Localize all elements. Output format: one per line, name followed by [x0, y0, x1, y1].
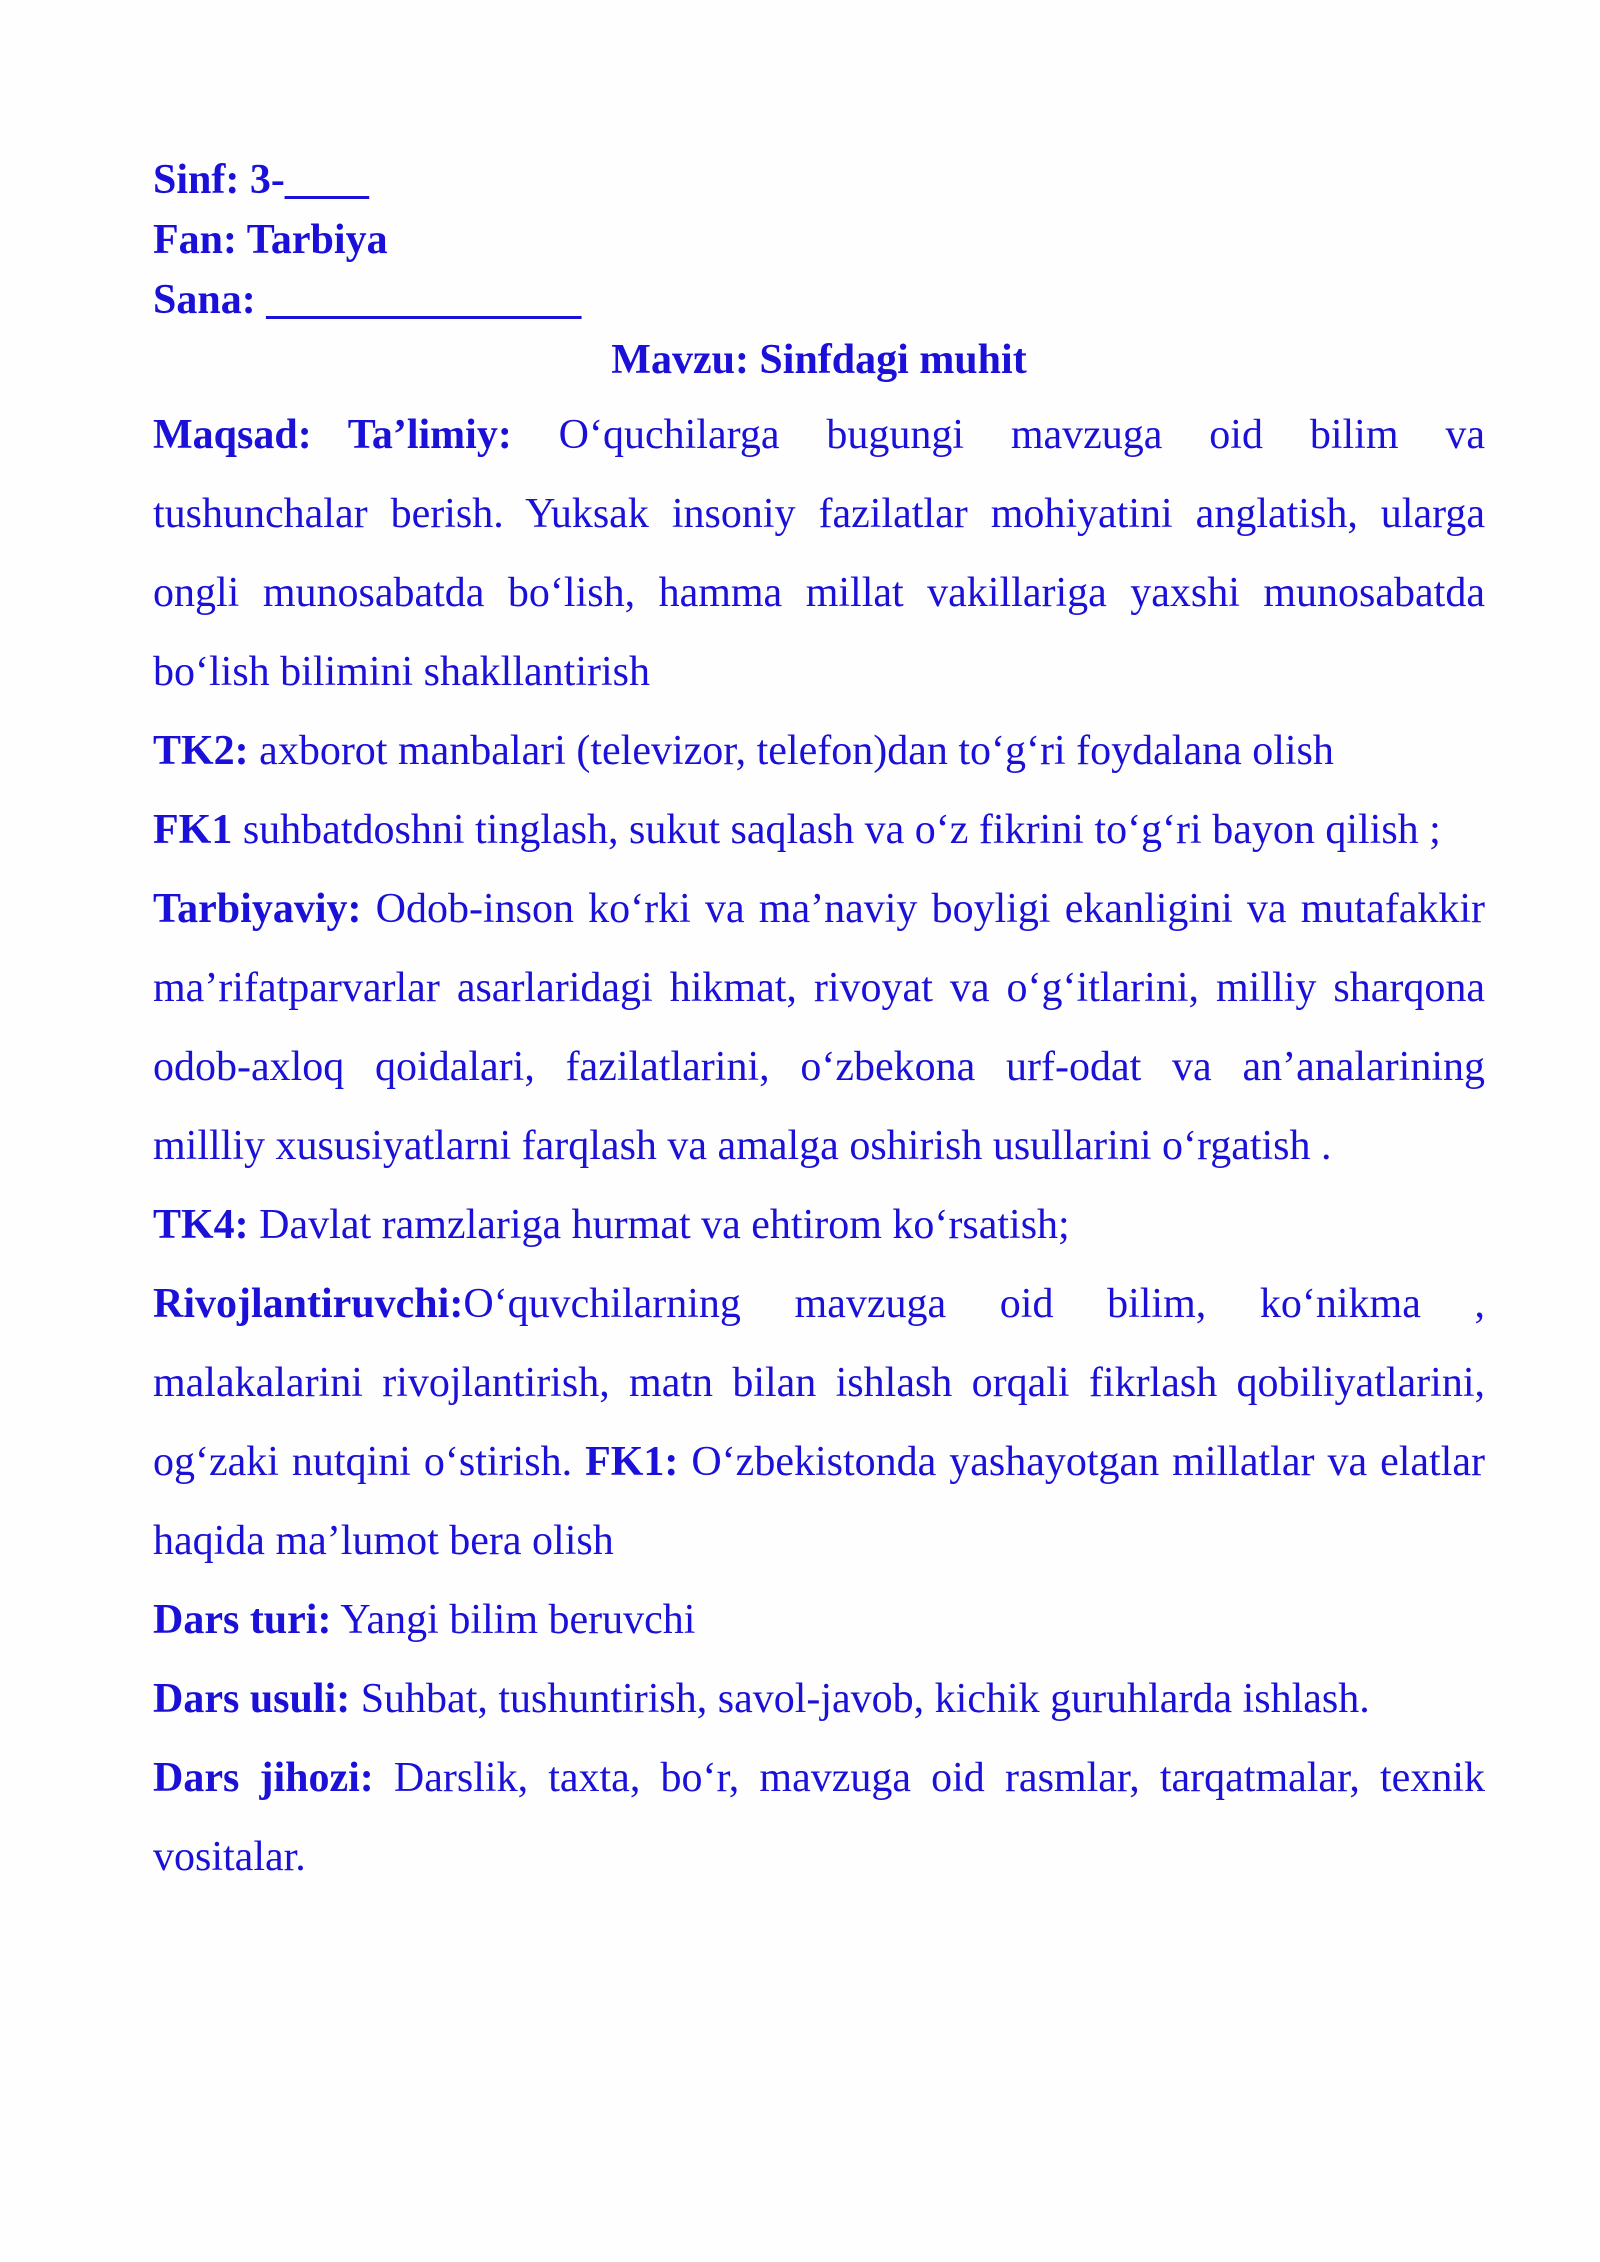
fk1-label: FK1	[153, 807, 233, 853]
developmental-fk1-text: O‘zbekistonda yashayotgan millatlar va elatlar haqida ma’lumot bera olish	[153, 1439, 1485, 1564]
class-line: Sinf: 3-____	[153, 157, 369, 203]
fk1-text: suhbatdoshni tinglash, sukut saqlash va o‘z fikrini to‘g‘ri bayon qilish ;	[232, 807, 1441, 853]
educational-text: Odob-inson ko‘rki va ma’naviy boyligi ekanligini va mutafakkir ma’rifatparvarlar asarlaridagi hikmat, rivoyat va o‘g‘itlarini, milliy sharqona odob-axloq qoidalari, fazilatlarini, o‘zbekona urf-odat va an’analarining millliy xususiyatlarni farqlash va amalga oshirish usullarini o‘rgatish .	[153, 886, 1485, 1169]
aim-text: O‘quchilarga bugungi mavzuga oid bilim va tushunchalar berish. Yuksak insoniy fazilatlar mohiyatini anglatish, ularga ongli munosabatda bo‘lish, hamma millat vakillariga yaxshi munosabatda bo‘lish bilimini shakllantirish	[153, 412, 1485, 695]
developmental-paragraph	[153, 1265, 1485, 1581]
tk4-text: Davlat ramzlariga hurmat va ehtirom ko‘rsatish;	[248, 1202, 1070, 1248]
developmental-label: Rivojlantiruvchi:	[153, 1281, 464, 1327]
educational-label: Tarbiyaviy:	[153, 886, 362, 932]
lesson-type-paragraph	[153, 1581, 1485, 1660]
date-line: Sana: _______________	[153, 277, 582, 323]
aim-sublabel: Ta’limiy:	[347, 412, 512, 458]
aim-paragraph	[153, 396, 1485, 712]
lesson-plan	[153, 150, 1485, 1897]
lesson-equipment-paragraph	[153, 1739, 1485, 1897]
lesson-type-label: Dars turi:	[153, 1597, 332, 1643]
developmental-text: O‘quvchilarning mavzuga oid bilim, ko‘nikma , malakalarini rivojlantirish, matn bilan ishlash orqali fikrlash qobiliyatlarini, og‘zaki nutqini o‘stirish.	[153, 1281, 1485, 1485]
developmental-fk1-label: FK1:	[585, 1439, 679, 1485]
educational-paragraph	[153, 870, 1485, 1186]
tk2-text: axborot manbalari (televizor, telefon)dan to‘g‘ri foydalana olish	[248, 728, 1334, 774]
lesson-method-label: Dars usuli:	[153, 1676, 351, 1722]
tk4-label: TK4:	[153, 1202, 249, 1248]
lesson-type-text: Yangi bilim beruvchi	[331, 1597, 696, 1643]
lesson-method-text: Suhbat, tushuntirish, savol-javob, kichik guruhlarda ishlash.	[350, 1676, 1370, 1722]
aim-label: Maqsad:	[153, 412, 312, 458]
lesson-method-paragraph	[153, 1660, 1485, 1739]
subject-line: Fan: Tarbiya	[153, 217, 388, 263]
fk1-paragraph	[153, 791, 1485, 870]
lesson-equipment-text: Darslik, taxta, bo‘r, mavzuga oid rasmlar, tarqatmalar, texnik vositalar.	[153, 1755, 1485, 1880]
tk2-paragraph	[153, 712, 1485, 791]
tk4-paragraph	[153, 1186, 1485, 1265]
tk2-label: TK2:	[153, 728, 249, 774]
topic-title: Mavzu: Sinfdagi muhit	[611, 337, 1027, 383]
lesson-equipment-label: Dars jihozi:	[153, 1755, 374, 1801]
